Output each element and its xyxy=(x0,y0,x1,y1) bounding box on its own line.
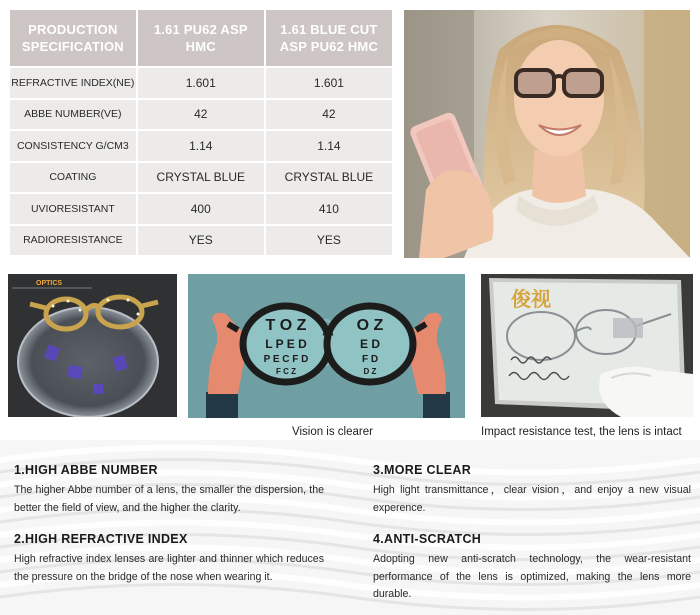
spec-row xyxy=(10,68,392,98)
eye-chart-illustration xyxy=(188,274,465,418)
feature-title: 1.HIGH ABBE NUMBER xyxy=(14,463,158,477)
chart-line: F C Z xyxy=(276,367,296,376)
spec-table xyxy=(8,8,394,257)
feature-text: Adopting new anti-scratch technology, the wear-resistant performance of the lens is optimized, making the lens more durable. xyxy=(373,553,691,600)
spec-value: CRYSTAL BLUE xyxy=(138,163,264,193)
spec-row-label: ABBE NUMBER(VE) xyxy=(10,100,136,130)
chart-line: F D xyxy=(361,354,379,365)
lens-sample-photo xyxy=(8,274,177,417)
spec-value: 1.601 xyxy=(138,68,264,98)
spec-value: 400 xyxy=(138,194,264,224)
spec-value: 42 xyxy=(266,100,392,130)
spec-row xyxy=(10,131,392,161)
spec-header-cell: PRODUCTION SPECIFICATION xyxy=(10,10,136,66)
feature-high-abbe-number xyxy=(14,463,324,517)
spec-value: 1.14 xyxy=(138,131,264,161)
chart-line: T O Z xyxy=(265,317,307,334)
spec-value: CRYSTAL BLUE xyxy=(266,163,392,193)
feature-title: 2.HIGH REFRACTIVE INDEX xyxy=(14,532,188,546)
feature-text: The higher Abbe number of a lens, the smaller the dispersion, the better the field of view, and the higher the clarity. xyxy=(14,484,324,514)
spec-row-label: RADIORESISTANCE xyxy=(10,226,136,256)
brand-logo-text: OPTICS xyxy=(36,280,63,287)
feature-text: High refractive index lenses are lighter and thinner which reduces the pressure on the bridge of the nose when wearing it. xyxy=(14,553,324,583)
spec-row xyxy=(10,194,392,224)
spec-value: 42 xyxy=(138,100,264,130)
feature-more-clear xyxy=(373,463,691,517)
spec-value: 1.601 xyxy=(266,68,392,98)
spec-row xyxy=(10,226,392,256)
spec-value: YES xyxy=(138,226,264,256)
spec-value: 1.14 xyxy=(266,131,392,161)
spec-value: YES xyxy=(266,226,392,256)
spec-row-label: REFRACTIVE INDEX(NE) xyxy=(10,68,136,98)
spec-row xyxy=(10,100,392,130)
spec-row-label: UVIORESISTANT xyxy=(10,194,136,224)
spec-header-cell: 1.61 PU62 ASP HMC xyxy=(138,10,264,66)
impact-test-photo xyxy=(481,274,693,417)
chart-line: O Z xyxy=(356,317,384,334)
feature-text: High light transmittance，clear vision，and enjoy a new visual experence. xyxy=(373,484,691,514)
chart-line: L P E D xyxy=(265,337,307,351)
impact-caption: Impact resistance test, the lens is intact xyxy=(481,426,682,438)
spec-row xyxy=(10,163,392,193)
spec-header-row xyxy=(10,10,392,66)
chart-line: D Z xyxy=(363,367,377,376)
spec-value: 410 xyxy=(266,194,392,224)
spec-row-label: COATING xyxy=(10,163,136,193)
spec-header-cell: 1.61 BLUE CUT ASP PU62 HMC xyxy=(266,10,392,66)
vision-caption: Vision is clearer xyxy=(292,426,373,438)
feature-high-refractive-index xyxy=(14,532,324,586)
spec-row-label: CONSISTENCY G/CM3 xyxy=(10,131,136,161)
woman-with-glasses-photo xyxy=(404,10,690,258)
feature-title: 3.MORE CLEAR xyxy=(373,463,472,477)
chart-line: E D xyxy=(359,337,381,351)
chart-line: P E C F D xyxy=(263,354,309,365)
impact-logo-text: 俊视 xyxy=(511,287,551,311)
feature-title: 4.ANTI-SCRATCH xyxy=(373,532,482,546)
feature-anti-scratch xyxy=(373,532,691,604)
